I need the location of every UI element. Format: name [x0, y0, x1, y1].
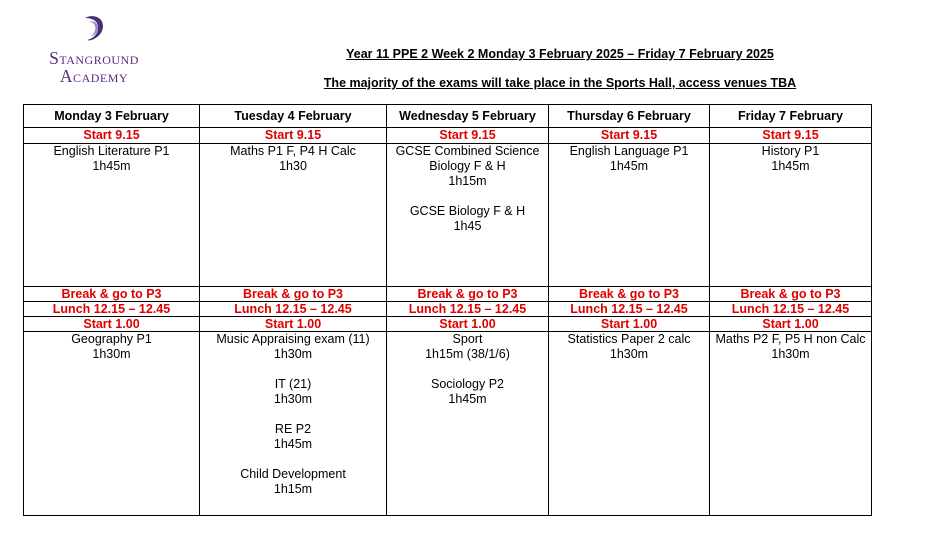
exam-duration: 1h30m: [771, 347, 810, 362]
afternoon-start-time: Start 1.00: [549, 317, 710, 332]
exam-title: English Literature P1: [53, 143, 170, 158]
morning-start-time: Start 9.15: [387, 128, 549, 143]
exam-entry: [712, 144, 869, 174]
exam-entry: [202, 467, 384, 497]
exam-duration: 1h15m: [273, 482, 313, 497]
exam-timetable: [23, 104, 872, 516]
exam-entry: [551, 332, 707, 362]
exam-duration: 1h45m: [273, 437, 313, 452]
day-header: Friday 7 February: [710, 105, 872, 128]
exam-duration: 1h45: [453, 218, 482, 233]
exam-entry: [389, 204, 546, 234]
afternoon-exams-cell: [710, 332, 872, 516]
afternoon-exams-cell: [387, 332, 549, 516]
exam-entry: [202, 332, 384, 362]
break-time: Break & go to P3: [200, 286, 387, 301]
exam-title: Child Development: [240, 467, 346, 482]
break-time: Break & go to P3: [710, 286, 872, 301]
logo-swirl-icon: [81, 14, 107, 44]
lunch-time: Lunch 12.15 – 12.45: [200, 301, 387, 316]
morning-exams-cell: [24, 143, 200, 286]
exam-duration: 1h15m: [448, 173, 487, 188]
afternoon-start-time: Start 1.00: [710, 317, 872, 332]
morning-exams-cell: [200, 143, 387, 286]
exam-entry: [202, 144, 384, 174]
exam-duration: 1h45m: [609, 158, 649, 173]
day-header: Thursday 6 February: [549, 105, 710, 128]
exam-title: Sport: [452, 332, 483, 347]
morning-exams-row: [24, 143, 872, 286]
exam-title: Maths P2 F, P5 H non Calc: [715, 332, 866, 347]
exam-title: RE P2: [274, 422, 312, 437]
afternoon-exams-cell: [200, 332, 387, 516]
break-time: Break & go to P3: [24, 286, 200, 301]
exam-duration: 1h30m: [273, 392, 313, 407]
afternoon-start-time: Start 1.00: [24, 317, 200, 332]
lunch-row: [24, 301, 872, 316]
exam-title: Music Appraising exam (11): [216, 332, 370, 347]
morning-exams-cell: [387, 143, 549, 286]
exam-entry: [26, 144, 197, 174]
exam-entry: [389, 332, 546, 362]
exam-duration: 1h15m (38/1/6): [425, 347, 510, 362]
morning-exams-cell: [549, 143, 710, 286]
morning-start-time: Start 9.15: [200, 128, 387, 143]
exam-entry: [712, 332, 869, 362]
exam-entry: [389, 377, 546, 407]
logo-text-line1: Stanground: [49, 48, 139, 68]
break-time: Break & go to P3: [387, 286, 549, 301]
afternoon-start-row: [24, 317, 872, 332]
break-row: [24, 286, 872, 301]
morning-start-time: Start 9.15: [24, 128, 200, 143]
exam-title: GCSE Biology F & H: [409, 203, 526, 218]
morning-exams-cell: [710, 143, 872, 286]
exam-duration: 1h30: [279, 158, 307, 173]
afternoon-exams-cell: [24, 332, 200, 516]
exam-entry: [202, 377, 384, 407]
exam-duration: 1h45m: [771, 158, 810, 173]
exam-duration: 1h30m: [609, 347, 649, 362]
day-header: Tuesday 4 February: [200, 105, 387, 128]
exam-duration: 1h45m: [448, 392, 487, 407]
exam-entry: [551, 144, 707, 174]
lunch-time: Lunch 12.15 – 12.45: [549, 301, 710, 316]
exam-title: Statistics Paper 2 calc: [567, 332, 691, 347]
academy-logo: [24, 14, 164, 86]
day-header: Monday 3 February: [24, 105, 200, 128]
lunch-time: Lunch 12.15 – 12.45: [24, 301, 200, 316]
exam-entry: [202, 422, 384, 452]
afternoon-start-time: Start 1.00: [387, 317, 549, 332]
exam-title: Sociology P2: [431, 377, 504, 392]
exam-duration: 1h30m: [92, 347, 131, 362]
exam-title: History P1: [761, 143, 820, 158]
logo-text-line2: Academy: [59, 66, 129, 86]
exam-entry: [389, 144, 546, 189]
afternoon-start-time: Start 1.00: [200, 317, 387, 332]
venue-note: The majority of the exams will take place in the Sports Hall, access venues TBA: [323, 76, 797, 90]
exam-title: English Language P1: [569, 143, 689, 158]
break-time: Break & go to P3: [549, 286, 710, 301]
lunch-time: Lunch 12.15 – 12.45: [387, 301, 549, 316]
morning-start-row: [24, 128, 872, 143]
exam-duration: 1h30m: [273, 347, 313, 362]
lunch-time: Lunch 12.15 – 12.45: [710, 301, 872, 316]
exam-title: IT (21): [274, 377, 312, 392]
exam-entry: [26, 332, 197, 362]
exam-duration: 1h45m: [92, 158, 131, 173]
day-header: Wednesday 5 February: [387, 105, 549, 128]
exam-title: Geography P1: [71, 332, 152, 347]
exam-title: Maths P1 F, P4 H Calc: [230, 143, 356, 158]
afternoon-exams-row: [24, 332, 872, 516]
afternoon-exams-cell: [549, 332, 710, 516]
morning-start-time: Start 9.15: [549, 128, 710, 143]
exam-title: GCSE Combined Science Biology F & H: [395, 143, 540, 173]
page-title: Year 11 PPE 2 Week 2 Monday 3 February 2025 – Friday 7 February 2025: [346, 47, 774, 61]
morning-start-time: Start 9.15: [710, 128, 872, 143]
day-header-row: [24, 105, 872, 128]
